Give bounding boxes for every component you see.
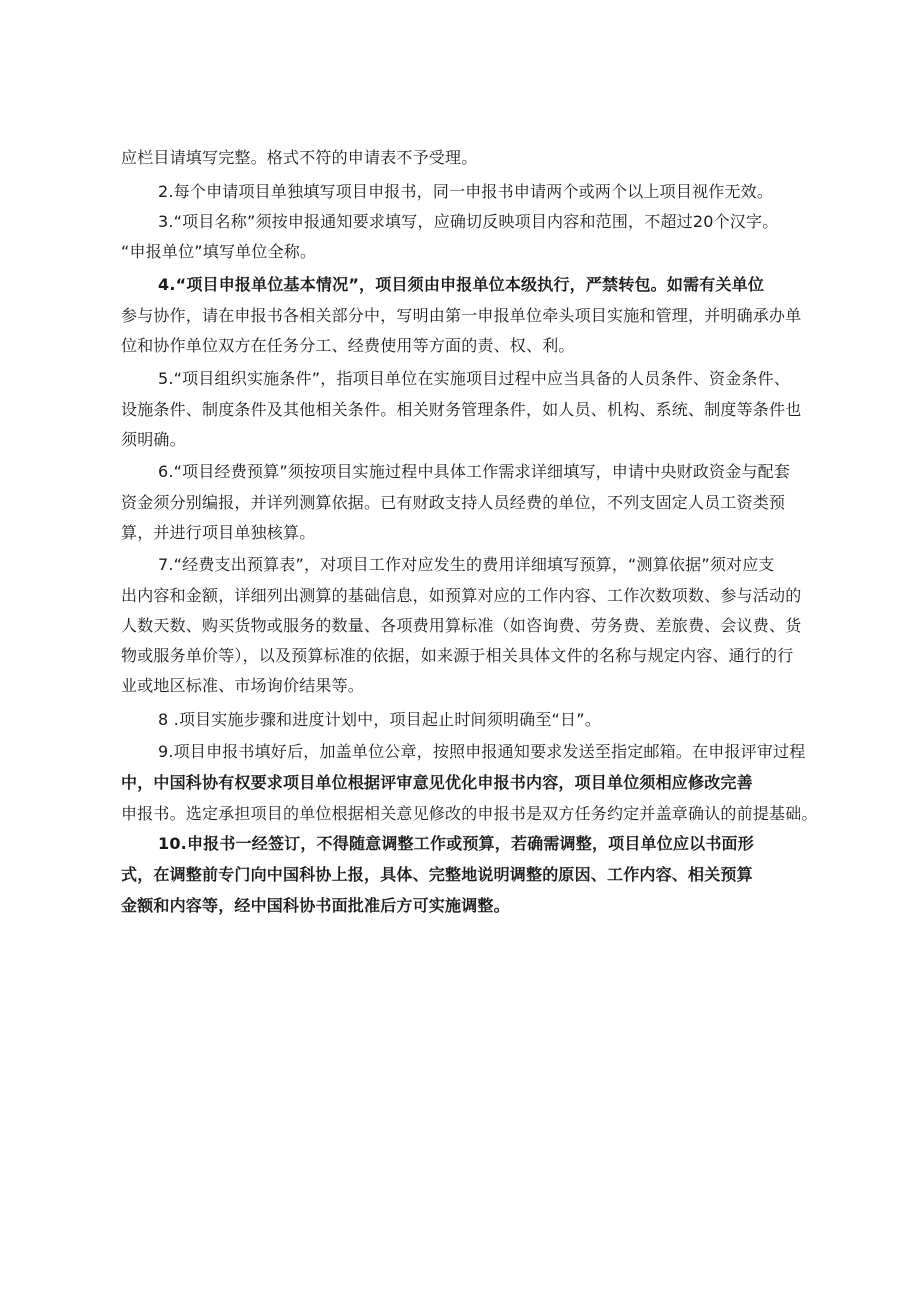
line-item-4-cont-1: 参与协作，请在申报书各相关部分中，写明由第一申报单位牵头项目实施和管理，并明确承办单 xyxy=(121,306,802,325)
line-item-9: 9.项目申报书填好后，加盖单位公章，按照申报通知要求发送至指定邮箱。在申报评审过程 xyxy=(158,742,806,761)
line-item-6: 6.“项目经费预算”须按项目实施过程中具体工作需求详细填写，申请中央财政资金与配套 xyxy=(158,462,791,481)
line-item-9-cont-2: 申报书。选定承担项目的单位根据相关意见修改的申报书是双方任务约定并盖章确认的前提基础。 xyxy=(121,804,818,823)
line-item-5-cont-1: 设施条件、制度条件及其他相关条件。相关财务管理条件，如人员、机构、系统、制度等条件也 xyxy=(121,400,802,419)
line-item-3: 3.“项目名称”须按申报通知要求填写，应确切反映项目内容和范围，不超过20个汉字。 xyxy=(158,212,779,231)
line-item-3-cont: “申报单位”填写单位全称。 xyxy=(121,242,317,261)
line-item-5: 5.“项目组织实施条件”，指项目单位在实施项目过程中应当具备的人员条件、资金条件、 xyxy=(158,369,791,388)
line-item-5-cont-2: 须明确。 xyxy=(121,430,186,449)
line-item-7-cont-1: 出内容和金额，详细列出测算的基础信息，如预算对应的工作内容、工作次数项数、参与活动的 xyxy=(121,586,802,605)
line-item-8: 8 .项目实施步骤和进度计划中，项目起止时间须明确至“日”。 xyxy=(158,710,601,729)
line-item-9-cont-1: 中，中国科协有权要求项目单位根据评审意见优化申报书内容，项目单位须相应修改完善 xyxy=(121,773,753,792)
line-item-4-cont-2: 位和协作单位双方在任务分工、经费使用等方面的责、权、利。 xyxy=(121,336,575,355)
line-item-10-cont-1: 式，在调整前专门向中国科协上报，具体、完整地说明调整的原因、工作内容、相关预算 xyxy=(121,865,753,884)
line-item-6-cont-2: 算，并进行项目单独核算。 xyxy=(121,523,316,542)
line-item-4: 4.“项目申报单位基本情况”，项目须由申报单位本级执行，严禁转包。如需有关单位 xyxy=(158,275,765,294)
line-item-6-cont-1: 资金须分别编报，并详列测算依据。已有财政支持人员经费的单位，不列支固定人员工资类预 xyxy=(121,493,786,512)
line-1: 应栏目请填写完整。格式不符的申请表不予受理。 xyxy=(121,148,478,167)
line-item-10-cont-2: 金额和内容等，经中国科协书面批准后方可实施调整。 xyxy=(121,896,510,915)
line-item-7: 7.“经费支出预算表”，对项目工作对应发生的费用详细填写预算，“测算依据”须对应支 xyxy=(158,555,775,574)
line-item-7-cont-4: 业或地区标准、市场询价结果等。 xyxy=(121,676,365,695)
line-item-7-cont-3: 物或服务单价等），以及预算标准的依据，如来源于相关具体文件的名称与规定内容、通行的行 xyxy=(121,646,794,665)
line-item-7-cont-2: 人数天数、购买货物或服务的数量、各项费用算标准（如咨询费、劳务费、差旅费、会议费、货 xyxy=(121,616,802,635)
line-item-10: 10.申报书一经签订，不得随意调整工作或预算，若确需调整，项目单位应以书面形 xyxy=(158,834,754,853)
line-item-2: 2.每个申请项目单独填写项目申报书，同一申报书申请两个或两个以上项目视作无效。 xyxy=(158,182,774,201)
